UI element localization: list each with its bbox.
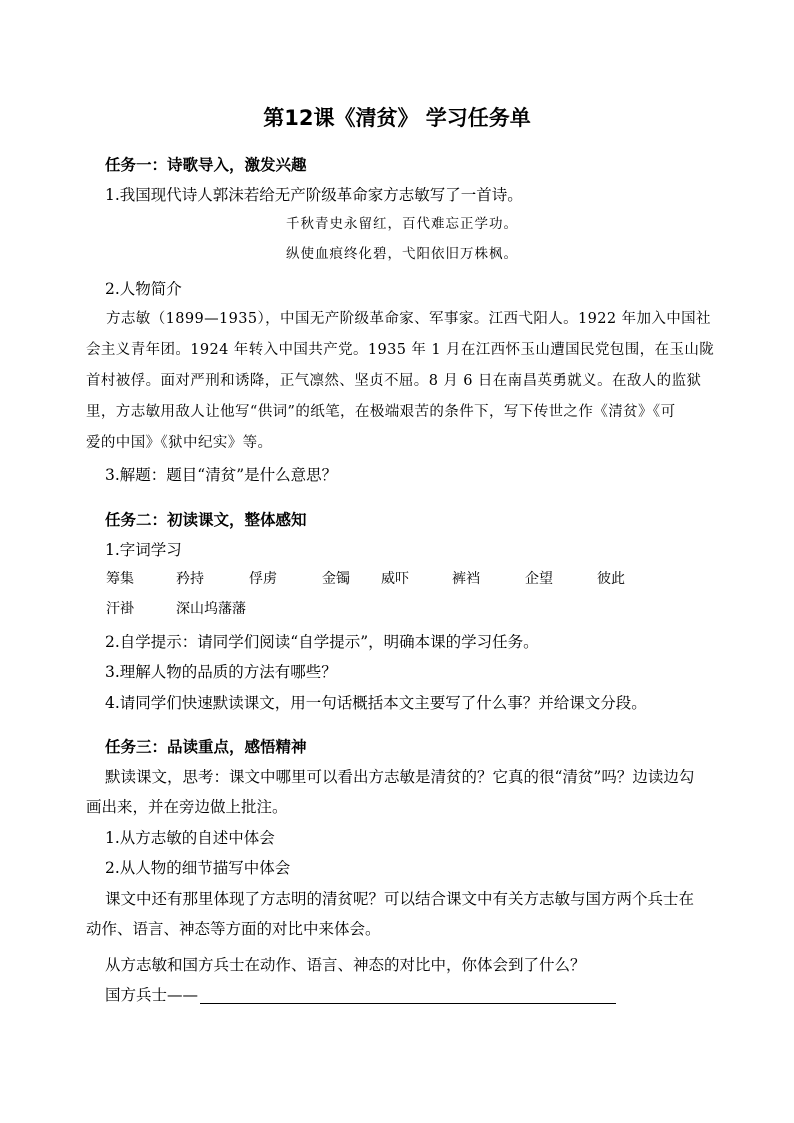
task3-detail-line-2: 动作、语言、神态等方面的对比中来体会。 — [86, 920, 381, 938]
vocab-word: 企望 — [525, 571, 553, 587]
task3-detail-line-1: 课文中还有那里体现了方志明的清贫呢？可以结合课文中有关方志敏与国方两个兵士在 — [105, 890, 695, 908]
task1-item3: 3.解题：题目“清贫”是什么意思？ — [105, 466, 338, 484]
task2-item4: 4.请同学们快速默读课文，用一句话概括本文主要写了什么事？并给课文分段。 — [105, 694, 647, 712]
task3-intro-line-1: 默读课文，思考：课文中哪里可以看出方志敏是清贫的？它真的很“清贫”吗？边读边勾 — [105, 768, 695, 786]
bio-line-4: 里，方志敏用敌人让他写“供词”的纸笔，在极端艰苦的条件下，写下传世之作《清贫》《可 — [86, 404, 676, 420]
vocab-word: 汗褂 — [106, 601, 134, 617]
vocab-word: 金镯 — [322, 571, 350, 587]
page-title: 第12课《清贫》 学习任务单 — [263, 106, 531, 130]
task1-item2: 2.人物简介 — [105, 280, 182, 298]
task1-heading: 任务一：诗歌导入，激发兴趣 — [105, 156, 307, 174]
bio-line-5: 爱的中国》《狱中纪实》等。 — [86, 435, 273, 451]
task2-item2: 2.自学提示：请同学们阅读“自学提示”，明确本课的学习任务。 — [105, 633, 539, 651]
task3-heading: 任务三：品读重点，感悟精神 — [105, 738, 307, 756]
answer-label: 国方兵士—— — [105, 986, 199, 1004]
vocab-word: 俘虏 — [249, 571, 277, 587]
vocab-word: 裤裆 — [452, 571, 480, 587]
task3-question: 从方志敏和国方兵士在动作、语言、神态的对比中，你体会到了什么？ — [105, 956, 586, 974]
vocab-word: 威吓 — [381, 571, 409, 587]
bio-line-1: 方志敏（1899—1935），中国无产阶级革命家、军事家。江西弋阳人。1922 年加入中国社 — [106, 311, 711, 327]
vocab-word: 彼此 — [597, 571, 625, 587]
task2-item3: 3.理解人物的品质的方法有哪些？ — [105, 663, 337, 681]
bio-line-2: 会主义青年团。1924 年转入中国共产党。1935 年 1 月在江西怀玉山遭国民党包围，在玉山陇 — [86, 342, 715, 358]
task2-item1: 1.字词学习 — [105, 541, 182, 559]
poem-line-2: 纵使血痕终化碧，弋阳依旧万株枫。 — [286, 246, 518, 262]
answer-line[interactable] — [200, 1003, 616, 1004]
task3-intro-line-2: 画出来，并在旁边做上批注。 — [86, 798, 288, 816]
task3-item2: 2.从人物的细节描写中体会 — [105, 859, 291, 877]
vocab-word: 矜持 — [176, 571, 204, 587]
poem-line-1: 千秋青史永留红，百代难忘正学功。 — [286, 216, 518, 232]
task2-heading: 任务二：初读课文，整体感知 — [105, 511, 307, 529]
task3-item1: 1.从方志敏的自述中体会 — [105, 829, 275, 847]
task1-item1: 1.我国现代诗人郭沫若给无产阶级革命家方志敏写了一首诗。 — [105, 186, 523, 204]
bio-line-3: 首村被俘。面对严刑和诱降，正气凛然、坚贞不屈。8 月 6 日在南昌英勇就义。在敌人的监狱 — [86, 373, 702, 389]
vocab-word: 深山坞藩藩 — [176, 601, 246, 617]
vocab-word: 筹集 — [106, 571, 134, 587]
